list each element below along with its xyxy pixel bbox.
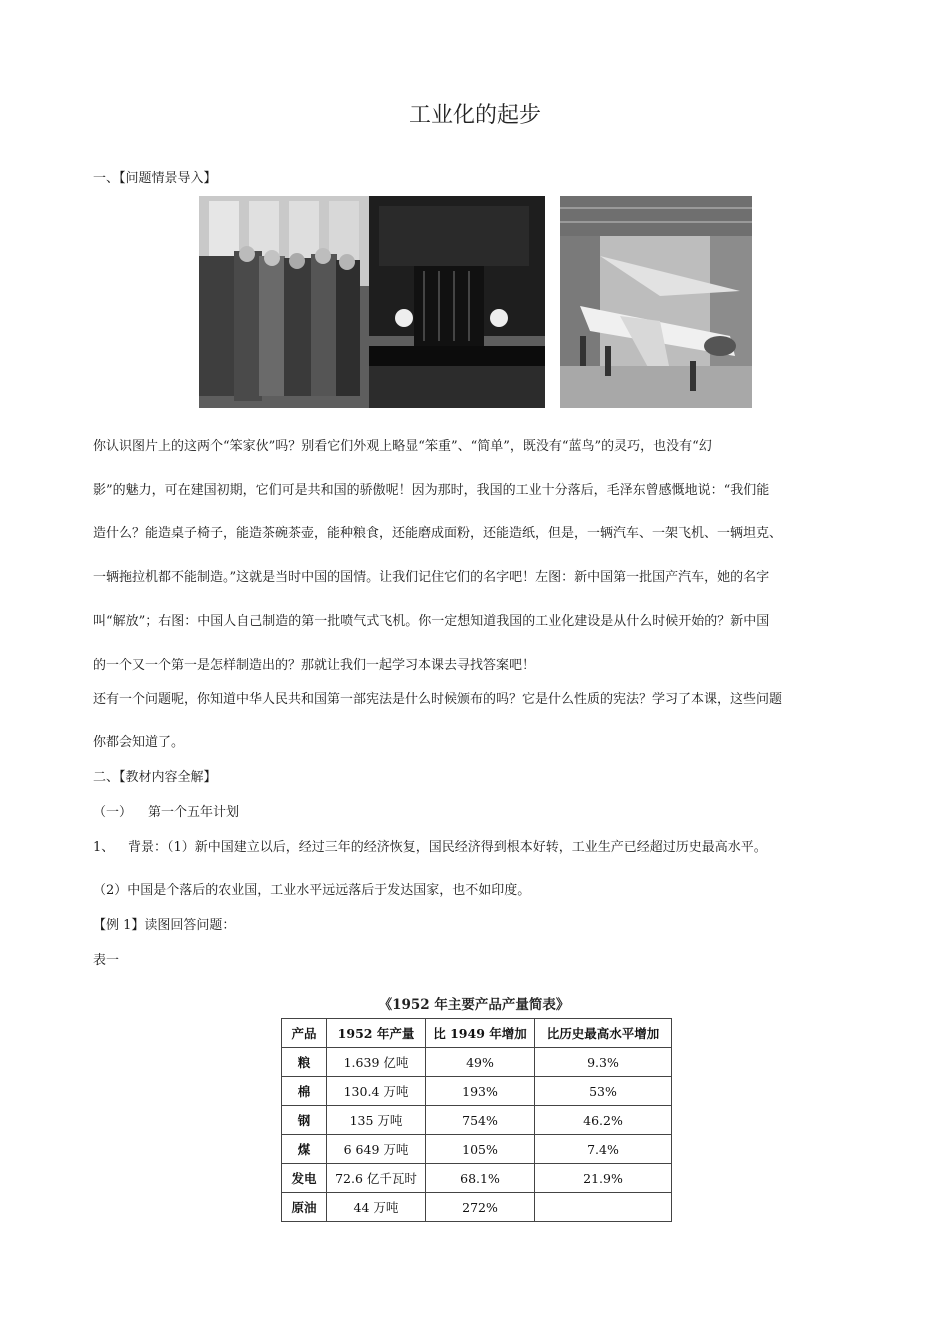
table-cell: 272% bbox=[426, 1193, 535, 1222]
intro-line: 叫“解放”；右图：中国人自己制造的第一批喷气式飞机。你一定想知道我国的工业化建设是从什么时候开始的？新中国 bbox=[93, 614, 770, 629]
column-header: 比历史最高水平增加 bbox=[535, 1019, 672, 1048]
table-cell: 6 649 万吨 bbox=[327, 1135, 426, 1164]
table-row bbox=[282, 1135, 672, 1164]
table-cell: 105% bbox=[426, 1135, 535, 1164]
column-header: 产品 bbox=[282, 1019, 327, 1048]
table-row bbox=[282, 1077, 672, 1106]
table-cell: 棉 bbox=[282, 1077, 327, 1106]
table-cell: 130.4 万吨 bbox=[327, 1077, 426, 1106]
table-cell: 193% bbox=[426, 1077, 535, 1106]
table-row bbox=[282, 1164, 672, 1193]
table-cell: 46.2% bbox=[535, 1106, 672, 1135]
background-line: （2）中国是个落后的农业国，工业水平远远落后于发达国家，也不如印度。 bbox=[93, 883, 531, 898]
section1-heading: 一、【问题情景导入】 bbox=[93, 171, 217, 186]
table-cell: 煤 bbox=[282, 1135, 327, 1164]
table-cell: 钢 bbox=[282, 1106, 327, 1135]
table-cell: 粮 bbox=[282, 1048, 327, 1077]
table-cell: 68.1% bbox=[426, 1164, 535, 1193]
table-cell bbox=[535, 1193, 672, 1222]
column-header: 比 1949 年增加 bbox=[426, 1019, 535, 1048]
subsection-title: 第一个五年计划 bbox=[148, 805, 240, 820]
table-cell: 44 万吨 bbox=[327, 1193, 426, 1222]
intro-line: 一辆拖拉机都不能制造。”这就是当时中国的国情。让我们记住它们的名字吧！左图：新中国第一批国产汽车，她的名字 bbox=[93, 570, 770, 585]
table-cell: 1.639 亿吨 bbox=[327, 1048, 426, 1077]
table-cell: 135 万吨 bbox=[327, 1106, 426, 1135]
intro-line: 影”的魅力，可在建国初期，它们可是共和国的骄傲呢！因为那时，我国的工业十分落后，毛泽东曾感慨地说：“我们能 bbox=[93, 483, 770, 498]
table-cell: 49% bbox=[426, 1048, 535, 1077]
intro-line: 你认识图片上的这两个“笨家伙”吗？别看它们外观上略显“笨重”、“简单”，既没有“蓝鸟”的灵巧，也没有“幻 bbox=[93, 439, 712, 454]
table-cell: 7.4% bbox=[535, 1135, 672, 1164]
table-cell: 72.6 亿千瓦时 bbox=[327, 1164, 426, 1193]
column-header: 1952 年产量 bbox=[327, 1019, 426, 1048]
jet-aircraft-photo bbox=[560, 196, 752, 408]
intro-line: 造什么？能造桌子椅子，能造茶碗茶壶，能种粮食，还能磨成面粉，还能造纸，但是，一辆汽车、一架飞机、一辆坦克、 bbox=[93, 526, 783, 541]
table-row bbox=[282, 1048, 672, 1077]
table-cell: 9.3% bbox=[535, 1048, 672, 1077]
table-row bbox=[282, 1106, 672, 1135]
truck-photo bbox=[199, 196, 545, 408]
production-table bbox=[281, 1018, 672, 1222]
background-number: 1、 bbox=[93, 840, 115, 855]
question-line: 你都会知道了。 bbox=[93, 735, 185, 750]
example-label: 【例 1】读图回答问题： bbox=[93, 918, 236, 933]
background-line: 背景：（1）新中国建立以后，经过三年的经济恢复，国民经济得到根本好转，工业生产已经超过历史最高水平。 bbox=[128, 840, 767, 855]
table-cell: 发电 bbox=[282, 1164, 327, 1193]
section2-heading: 二、【教材内容全解】 bbox=[93, 770, 217, 785]
question-line: 还有一个问题呢，你知道中华人民共和国第一部宪法是什么时候颁布的吗？它是什么性质的宪法？学习了本课，这些问题 bbox=[93, 692, 783, 707]
table-row bbox=[282, 1193, 672, 1222]
intro-line: 的一个又一个第一是怎样制造出的？那就让我们一起学习本课去寻找答案吧！ bbox=[93, 658, 536, 673]
table-caption: 《1952 年主要产品产量简表》 bbox=[378, 997, 570, 1013]
table-header-row bbox=[282, 1019, 672, 1048]
table-cell: 754% bbox=[426, 1106, 535, 1135]
table-cell: 53% bbox=[535, 1077, 672, 1106]
page-title: 工业化的起步 bbox=[408, 103, 541, 128]
table-cell: 21.9% bbox=[535, 1164, 672, 1193]
subsection-label: （一） bbox=[93, 805, 133, 820]
table-cell: 原油 bbox=[282, 1193, 327, 1222]
table-label: 表一 bbox=[93, 953, 120, 968]
